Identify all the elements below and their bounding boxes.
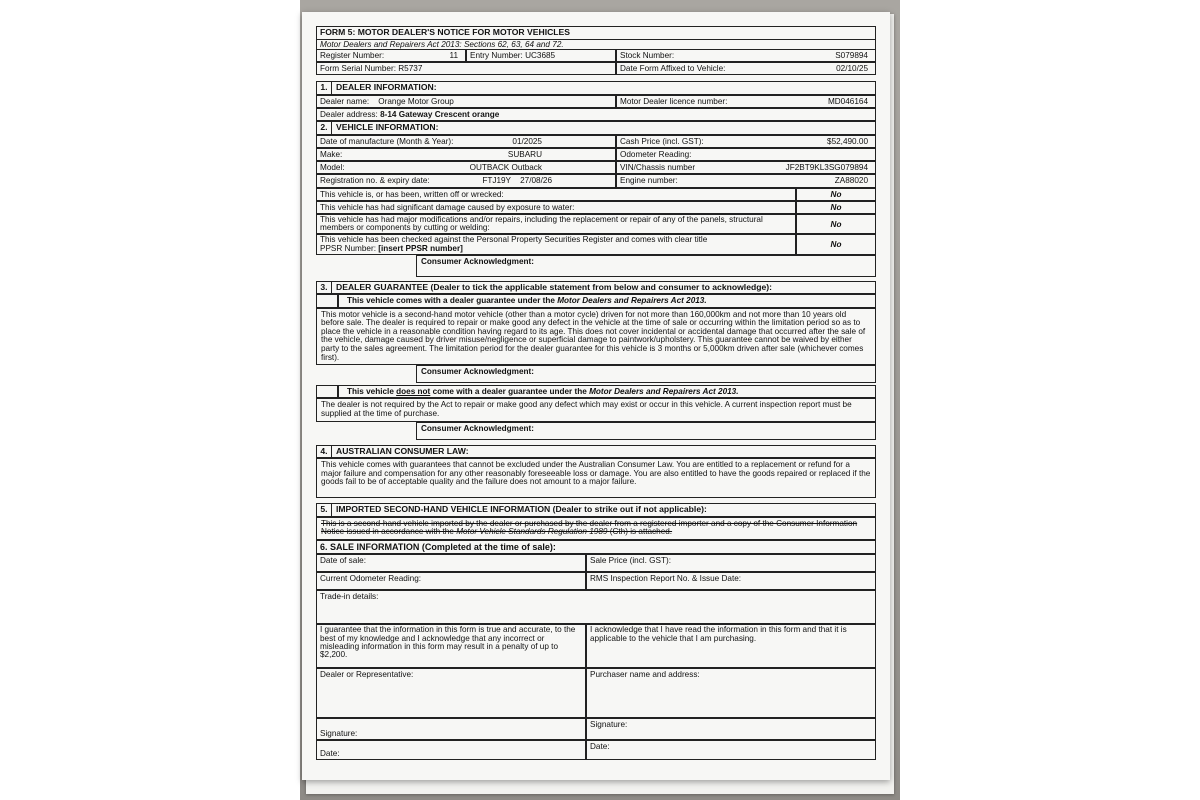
dealer-name-value: Orange Motor Group [378,96,454,106]
consumer-acknowledgment-label: Consumer Acknowledgment: [416,255,876,277]
entry-number-value: UC3685 [525,50,556,60]
dealer-representative-field[interactable]: Dealer or Representative: [316,668,586,718]
purchaser-name-address-field[interactable]: Purchaser name and address: [586,668,876,718]
water-damage-answer: No [796,201,876,214]
dealer-signature-field[interactable]: Signature: [316,718,586,740]
manufacture-date-value: 01/2025 [512,136,542,146]
dealer-address-value: 8-14 Gateway Crescent orange [380,110,500,119]
form-5 [316,26,876,760]
ppsr-answer: No [796,234,876,254]
dealer-address-field: Dealer address: 8-14 Gateway Crescent orange [316,108,876,121]
trade-in-field[interactable]: Trade-in details: [316,590,876,624]
modifications-question: This vehicle has had major modifications and/or repairs, including the replacement or repair of any of the panels, structural members or components by cutting or welding: [316,214,796,234]
vin-field: VIN/Chassis number JF2BT9KL3SG079894 [616,161,876,174]
act-line: Motor Dealers and Repairers Act 2013: Sections 62, 63, 64 and 72. [316,40,876,49]
serial-number-value: R5737 [398,64,423,73]
section-6-header: 6. SALE INFORMATION (Completed at the time of sale): [316,540,876,554]
make-field: Make: SUBARU [316,148,616,161]
section-2-header: 2. VEHICLE INFORMATION: [316,121,876,135]
stock-number-value: S079894 [835,50,868,60]
section-5-header: 5. IMPORTED SECOND-HAND VEHICLE INFORMATION (Dealer to strike out if not applicable): [316,503,876,517]
licence-field: Motor Dealer licence number: MD046164 [616,95,876,108]
cash-price-value: $52,490.00 [827,136,868,146]
consumer-acknowledgment-label: Consumer Acknowledgment: [416,365,876,383]
form-title: FORM 5: MOTOR DEALER'S NOTICE FOR MOTOR VEHICLES [316,26,876,40]
purchaser-signature-field[interactable]: Signature: [586,718,876,740]
section-1-header: 1. DEALER INFORMATION: [316,81,876,95]
date-affixed-value: 02/10/25 [836,64,868,73]
imported-vehicle-text: This is a second-hand vehicle imported by the dealer or purchased by the dealer from a registered importer and a copy of the Consumer Information Notice issued in accordance with the Motor Vehicle Standards Regulation 1989 (Cth) is attached. [316,517,876,540]
consumer-acknowledgment-label: Consumer Acknowledgment: [416,422,876,440]
white-border-right [900,0,1200,800]
register-number-field: Register Number: 11 [316,49,466,62]
water-damage-question: This vehicle has had significant damage caused by exposure to water: [316,201,796,214]
date-affixed-field: Date Form Affixed to Vehicle: 02/10/25 [616,62,876,75]
no-guarantee-text: The dealer is not required by the Act to repair or make good any defect which may exist or occur in this vehicle. A current inspection report must be supplied at the time of purchase. [316,398,876,421]
dealer-guarantee-text: This motor vehicle is a second-hand motor vehicle (other than a motor cycle) driven for not more than 160,000km and not more than 10 years old before sale. The dealer is required to repair or make good any defect in the vehicle at the time of sale or occurring within the limitation period so as to place the vehicle in a reasonable condition having regard to its age. This does not cover incidental or accidental damage that occurred after the sale of the vehicle, damage caused by driver misuse/negligence or superficial damage to paintwork/upholstery. This guarantee cannot be waived by either party to the sales agreement. The limitation period for the dealer guarantee for this vehicle is 3 months or 5,000km driven after sale (whichever comes first). [316,308,876,366]
rms-inspection-field[interactable]: RMS Inspection Report No. & Issue Date: [586,572,876,590]
registration-field: Registration no. & expiry date: FTJ19Y 27/08/26 [316,174,616,187]
dealer-name-field: Dealer name: Orange Motor Group [316,95,616,108]
ppsr-number: [insert PPSR number] [378,243,463,253]
current-odometer-field[interactable]: Current Odometer Reading: [316,572,586,590]
section-2-acknowledgment [316,255,876,277]
ppsr-question: This vehicle has been checked against the Personal Property Securities Register and comes with clear title PPSR Number: [insert PPSR number] [316,234,796,254]
section-4-header: 4. AUSTRALIAN CONSUMER LAW: [316,445,876,459]
option-1-statement: This vehicle comes with a dealer guarantee under the Motor Dealers and Repairers Act 2013. [338,294,876,307]
licence-value: MD046164 [827,96,868,106]
registration-expiry-value: 27/08/26 [520,176,552,186]
odometer-value [868,150,872,159]
engine-field: Engine number: ZA88020 [616,174,876,187]
odometer-field: Odometer Reading: [616,148,876,161]
form-sheet [302,12,890,780]
section-3-header: 3. DEALER GUARANTEE (Dealer to tick the applicable statement from below and consumer to acknowledge): [316,281,876,295]
modifications-answer: No [796,214,876,234]
dealer-guarantee-statement: I guarantee that the information in this form is true and accurate, to the best of my knowledge and I acknowledge that any incorrect or misleading information in this form may result in a penalty of up to $2,200. [316,624,586,668]
entry-number-field: Entry Number: UC3685 [466,49,616,62]
registration-value: FTJ19Y [482,176,512,186]
manufacture-date-field: Date of manufacture (Month & Year): 01/2025 [316,135,616,148]
written-off-answer: No [796,188,876,201]
purchaser-acknowledgment-statement: I acknowledge that I have read the information in this form and that it is applicable to the vehicle that I am purchasing. [586,624,876,668]
written-off-question: This vehicle is, or has been, written off or wrecked: [316,188,796,201]
section-3-acknowledgment-2 [316,422,876,440]
sale-price-field[interactable]: Sale Price (incl. GST): [586,554,876,572]
vin-value: JF2BT9KL3SG079894 [785,163,868,173]
make-value: SUBARU [507,150,542,159]
date-of-sale-field[interactable]: Date of sale: [316,554,586,572]
white-border-left [0,0,300,800]
engine-value: ZA88020 [834,176,868,186]
register-number-value: 11 [449,50,458,60]
serial-number-field: Form Serial Number: R5737 [316,62,616,75]
option-2-statement: This vehicle does not come with a dealer guarantee under the Motor Dealers and Repairers Act 2013. [338,385,876,398]
cash-price-field: Cash Price (incl. GST): $52,490.00 [616,135,876,148]
section-3-acknowledgment-1 [316,365,876,383]
option-1-tickbox[interactable] [316,294,338,307]
consumer-law-text: This vehicle comes with guarantees that cannot be excluded under the Australian Consumer Law. You are entitled to a replacement or refund for a major failure and compensation for any other reasonably foreseeable loss or damage. You are also entitled to have the goods repaired or replaced if the goods fail to be of acceptable quality and the failure does not amount to a major failure. [316,458,876,498]
dealer-date-field[interactable]: Date: [316,740,586,760]
purchaser-date-field[interactable]: Date: [586,740,876,760]
model-field: Model: OUTBACK Outback [316,161,616,174]
model-value: OUTBACK Outback [469,163,542,173]
stock-number-field: Stock Number: S079894 [616,49,876,62]
option-2-tickbox[interactable] [316,385,338,398]
